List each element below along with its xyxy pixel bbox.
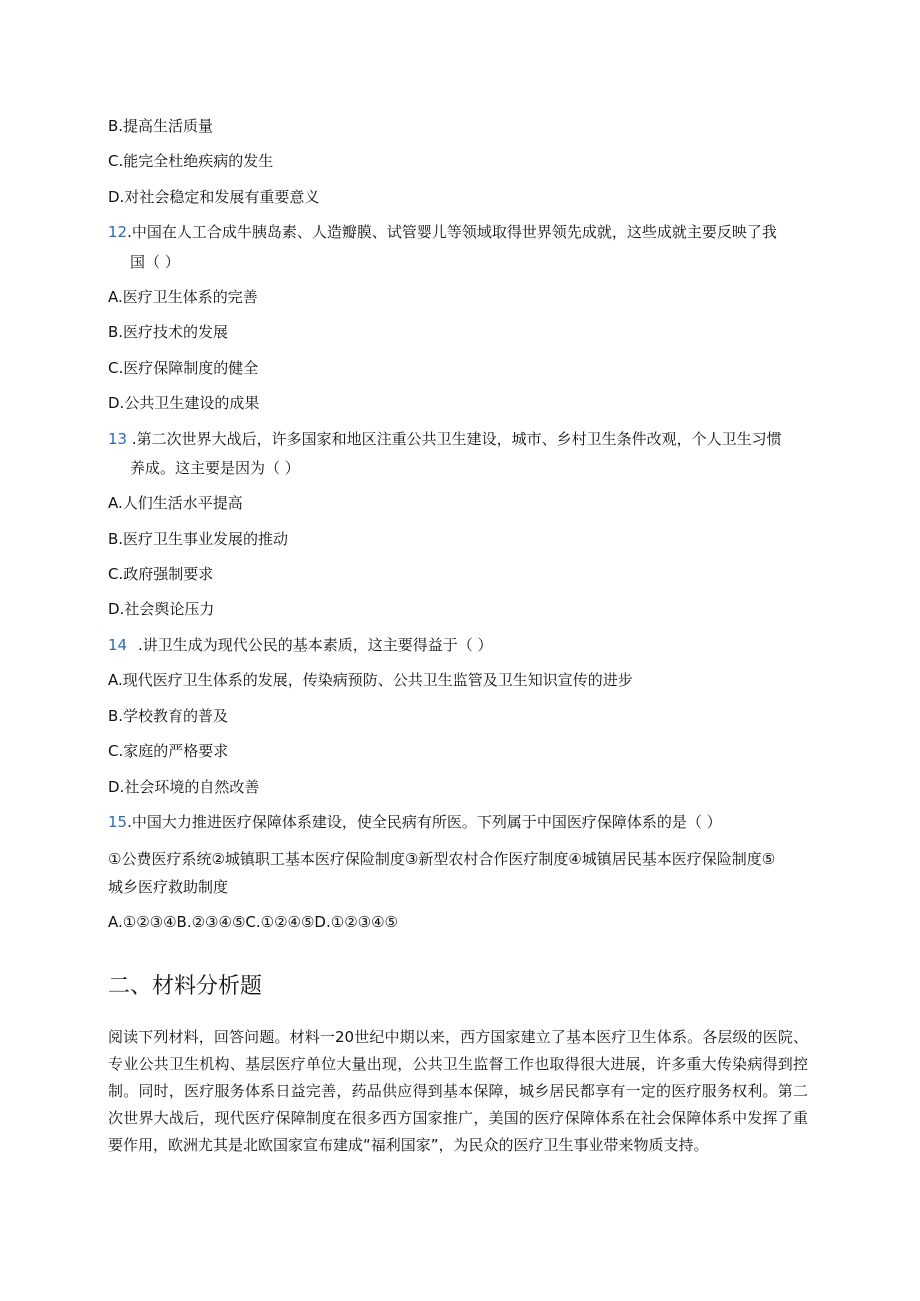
q14-option-d: D.社会环境的自然改善 [108,778,260,796]
q12-option-c: C.医疗保障制度的健全 [108,359,259,377]
q14-number: 14 [108,636,128,654]
q15-stem [108,812,808,832]
q13-stem [108,429,808,449]
material-paragraph: 阅读下列材料，回答问题。材料一20世纪中期以来，西方国家建立了基本医疗卫生体系。各层级的医院、专业公共卫生机构、基层医疗单位大量出现，公共卫生监督工作也取得很大进展，许多重大传染病得到控制。同时，医疗服务体系日益完善，药品供应得到基本保障，城乡居民都享有一定的医疗服务权利。第二次世界大战后，现代医疗保障制度在很多西方国家推广，美国的医疗保障体系在社会保障体系中发挥了重要作用，欧洲尤其是北欧国家宣布建成“福利国家”，为民众的医疗卫生事业带来物质支持。 [108,1028,808,1154]
q15-items-line2: 城乡医疗救助制度 [108,878,229,896]
q14-stem-text: .讲卫生成为现代公民的基本素质，这主要得益于（ ） [138,636,493,654]
q13-stem-line2: 养成。这主要是因为（ ） [130,459,300,477]
q12-option-a: A.医疗卫生体系的完善 [108,288,258,306]
q15-stem-text: .中国大力推进医疗保障体系建设，使全民病有所医。下列属于中国医疗保障体系的是（ ） [127,813,722,831]
q11-option-b: B.提高生活质量 [108,117,214,135]
q15-items-line1: ①公费医疗系统②城镇职工基本医疗保险制度③新型农村合作医疗制度④城镇居民基本医疗保险制度⑤ [108,850,776,868]
q12-number: 12 [108,223,128,241]
section-heading: 二、材料分析题 [108,974,263,999]
q13-option-d: D.社会舆论压力 [108,600,215,618]
q12-stem-line1: .中国在人工合成牛胰岛素、人造瓣膜、试管婴儿等领域取得世界领先成就，这些成就主要反映了我 [127,223,777,241]
q15-number: 15 [108,813,128,831]
q12-stem [108,222,808,242]
q13-option-b: B.医疗卫生事业发展的推动 [108,530,289,548]
q13-stem-line1: .第二次世界大战后，许多国家和地区注重公共卫生建设，城市、乡村卫生条件改观，个人卫生习惯 [127,430,782,448]
q13-number: 13 [108,430,128,448]
q13-option-a: A.人们生活水平提高 [108,494,243,512]
q14-option-a: A.现代医疗卫生体系的发展，传染病预防、公共卫生监管及卫生知识宣传的进步 [108,671,633,689]
q14-stem [108,635,808,655]
q12-option-b: B.医疗技术的发展 [108,323,229,341]
q11-option-c: C.能完全杜绝疾病的发生 [108,152,274,170]
q11-option-d: D.对社会稳定和发展有重要意义 [108,188,320,206]
q12-stem-line2: 国（ ） [130,253,180,271]
q13-option-c: C.政府强制要求 [108,565,214,583]
q14-option-c: C.家庭的严格要求 [108,742,229,760]
q12-option-d: D.公共卫生建设的成果 [108,394,260,412]
q14-option-b: B.学校教育的普及 [108,707,229,725]
q15-options: A.①②③④B.②③④⑤C.①②④⑤D.①②③④⑤ [108,913,398,931]
